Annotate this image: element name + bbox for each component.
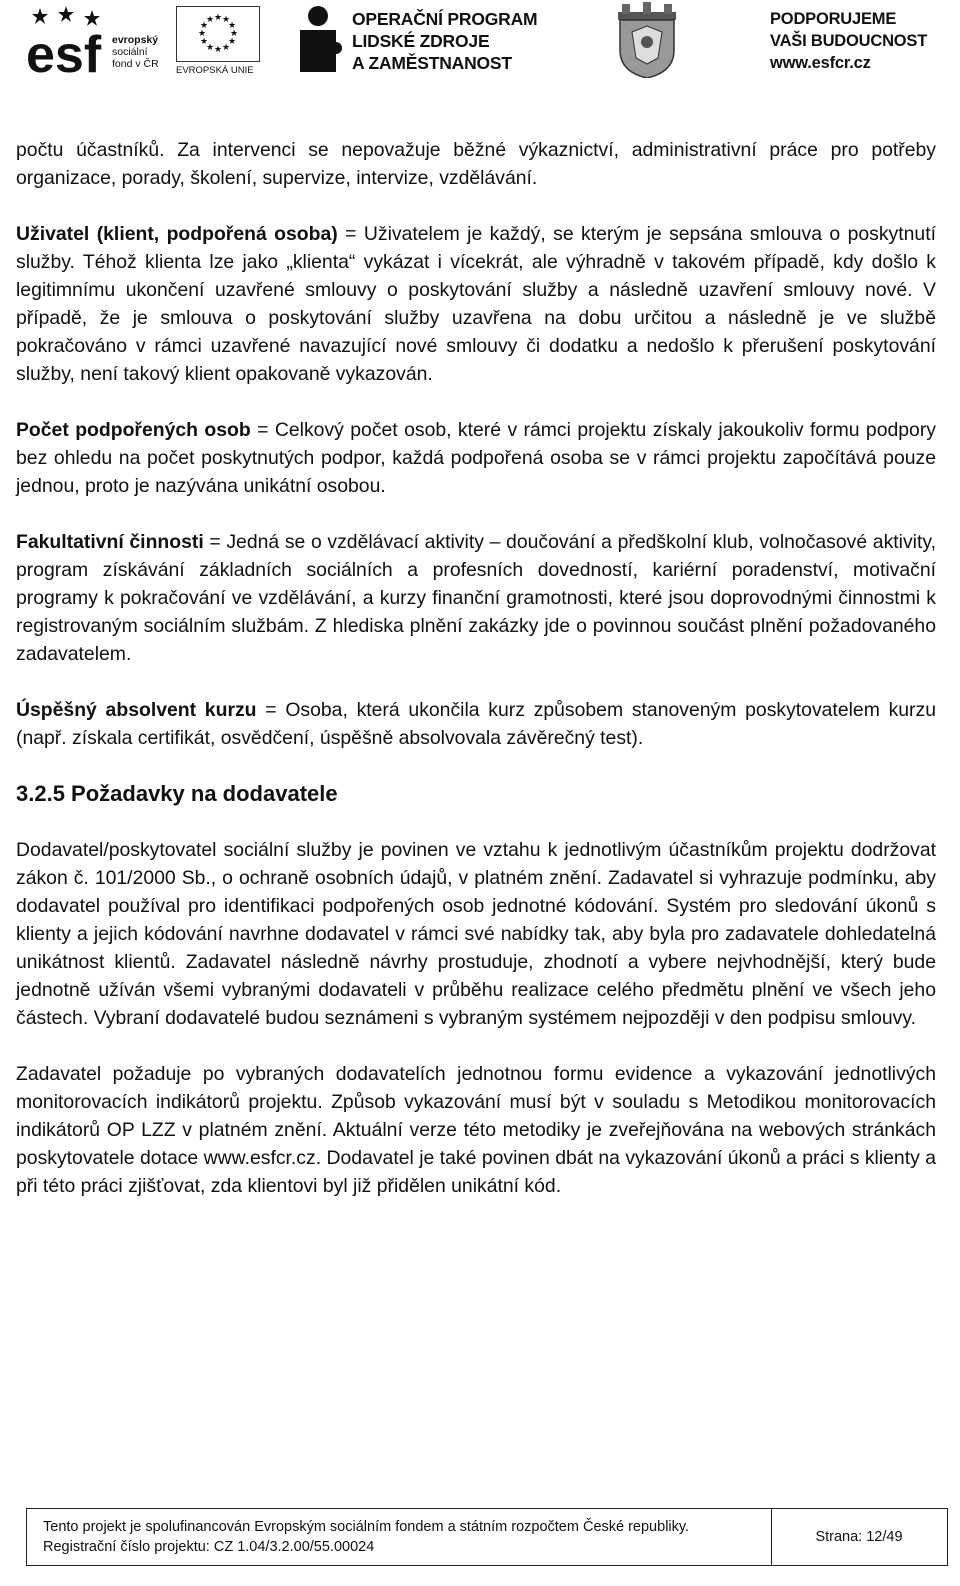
svg-text:★: ★ bbox=[213, 13, 223, 23]
svg-text:★: ★ bbox=[227, 37, 237, 47]
svg-text:★: ★ bbox=[205, 43, 215, 53]
svg-text:★: ★ bbox=[197, 29, 207, 39]
svg-text:★: ★ bbox=[199, 37, 209, 47]
svg-text:★: ★ bbox=[213, 45, 223, 55]
footer-cofinancing-note: Tento projekt je spolufinancován Evropským sociálním fondem a státním rozpočtem České republiky. bbox=[43, 1519, 690, 1535]
paragraph-optional-activities bbox=[16, 528, 936, 668]
crest-icon bbox=[614, 2, 680, 78]
op-line-3: A ZAMĚSTNANOST bbox=[352, 53, 512, 73]
definition-successful-graduate: = Osoba, která ukončila kurz způsobem stanoveným poskytovatelem kurzu (např. získala certifikát, osvědčení, úspěšně absolvovala závěrečný test). bbox=[16, 699, 936, 749]
svg-text:esf: esf bbox=[26, 26, 102, 76]
esf-line-1: evropský bbox=[112, 34, 159, 46]
term-optional-activities: Fakultativní činnosti bbox=[16, 531, 204, 553]
eu-logo bbox=[176, 6, 260, 76]
svg-text:★: ★ bbox=[221, 43, 231, 53]
esf-logo bbox=[26, 4, 168, 76]
paragraph-supplier-requirements: Dodavatel/poskytovatel sociální služby je povinen ve vztahu k jednotlivým účastníkům projektu dodržovat zákon č. 101/2000 Sb., o ochraně osobních údajů, v platném znění. Zadavatel si vyhrazuje podmínku, aby dodavatel používal pro identifikaci podpořených osob jednotné kódování. Systém pro sledování úkonů s klienty a jejich kódování navrhne dodavatel v rámci své nabídky tak, aby byla pro zadavatele dohledatelná unikátnost klientů. Zadavatel následně návrhy prostuduje, zhodnotí a vybere nejvhodnější, který bude jednotně užíván všemi vybranými dodavateli v průběhu realizace celého předmětu plnění ve všech jeho částech. Vybraní dodavatelé budou seznámeni s vybraným systémem nejpozději v den podpisu smlouvy. bbox=[16, 839, 936, 1029]
document-body bbox=[16, 136, 936, 1228]
esf-logo-icon bbox=[26, 4, 116, 76]
paragraph-supported-count bbox=[16, 416, 936, 500]
page-header bbox=[0, 0, 960, 82]
footer-registration-number: Registrační číslo projektu: CZ 1.04/3.2.00/55.00024 bbox=[43, 1539, 375, 1555]
section-heading: 3.2.5 Požadavky na dodavatele bbox=[16, 781, 338, 806]
support-line-1: PODPORUJEME bbox=[770, 10, 897, 28]
city-crest-logo bbox=[614, 2, 680, 78]
definition-user: = Uživatelem je každý, se kterým je sepsána smlouva o poskytnutí služby. Téhož klienta lze jako „klienta“ vykázat i vícekrát, ale výhradně v takovém případě, kdy došlo k legitimnímu ukončení uzavřené smlouvy o poskytování služby a následně uzavření smlouvy nové. V případě, že je smlouva o poskytování služby uzavřena na dobu určitou a následně je ve službě pokračováno v rámci uzavřené navazující nové smlouvy či dodatku a nedošlo k přerušení poskytování služby, není takový klient opakovaně vykazován. bbox=[16, 223, 936, 385]
support-line-2: VAŠI BUDOUCNOST bbox=[770, 32, 928, 50]
support-url: www.esfcr.cz bbox=[770, 54, 871, 72]
footer-info bbox=[27, 1509, 772, 1565]
paragraph-successful-graduate bbox=[16, 696, 936, 752]
svg-text:★: ★ bbox=[205, 15, 215, 25]
definition-optional-activities: = Jedná se o vzdělávací aktivity – doučování a předškolní klub, volnočasové aktivity, program získávání základních sociálních a profesních dovedností, kariérní poradenství, motivační programy k pokračování ve vzdělávání, a kurzy finanční gramotnosti, které jsou doprovodnými činnostmi k registrovaným sociálním službám. Z hlediska plnění zakázky jde o povinnou součást plnění požadovaného zadavatelem. bbox=[16, 531, 936, 665]
paragraph-intervention-end: počtu účastníků. Za intervenci se nepovažuje běžné výkaznictví, administrativní práce pro potřeby organizace, porady, školení, supervize, intervize, vzdělávání. bbox=[16, 139, 936, 189]
svg-text:★: ★ bbox=[229, 29, 239, 39]
esf-line-3: fond v ČR bbox=[112, 58, 159, 70]
puzzle-person-icon bbox=[296, 4, 348, 74]
paragraph-user-definition bbox=[16, 220, 936, 388]
eu-flag-icon bbox=[176, 6, 260, 62]
term-user: Uživatel (klient, podpořená osoba) bbox=[16, 223, 338, 245]
svg-text:★: ★ bbox=[221, 15, 231, 25]
term-supported-count: Počet podpořených osob bbox=[16, 419, 251, 441]
op-line-2: LIDSKÉ ZDROJE bbox=[352, 31, 490, 51]
term-successful-graduate: Úspěšný absolvent kurzu bbox=[16, 699, 257, 721]
svg-text:★: ★ bbox=[227, 21, 237, 31]
definition-supported-count: = Celkový počet osob, které v rámci projektu získaly jakoukoliv formu podpory bez ohledu na počet poskytnutých podpor, každá podpořená osoba se v rámci projektu započítává pouze jednou, proto je nazývána unikátní osobou. bbox=[16, 419, 936, 497]
op-logo bbox=[296, 4, 546, 78]
footer-page-number: Strana: 12/49 bbox=[815, 1529, 903, 1545]
support-logo bbox=[770, 8, 927, 74]
eu-label: EVROPSKÁ UNIE bbox=[176, 65, 254, 76]
paragraph-reporting-requirements: Zadavatel požaduje po vybraných dodavatelích jednotnou formu evidence a vykazování jednotlivých monitorovacích indikátorů projektu. Způsob vykazování musí být v souladu s Metodikou monitorovacích indikátorů OP LZZ v platném znění. Aktuální verze této metodiky je zveřejňována na webových stránkách poskytovatele dotace www.esfcr.cz. Dodavatel je také povinen dbát na vykazování úkonů a práci s klienty a při této práci zjišťovat, zda klientovi byl již přidělen unikátní kód. bbox=[16, 1063, 936, 1197]
op-line-1: OPERAČNÍ PROGRAM bbox=[352, 9, 538, 29]
page-footer bbox=[26, 1508, 948, 1566]
svg-text:★: ★ bbox=[199, 21, 209, 31]
esf-line-2: sociální bbox=[112, 46, 148, 58]
